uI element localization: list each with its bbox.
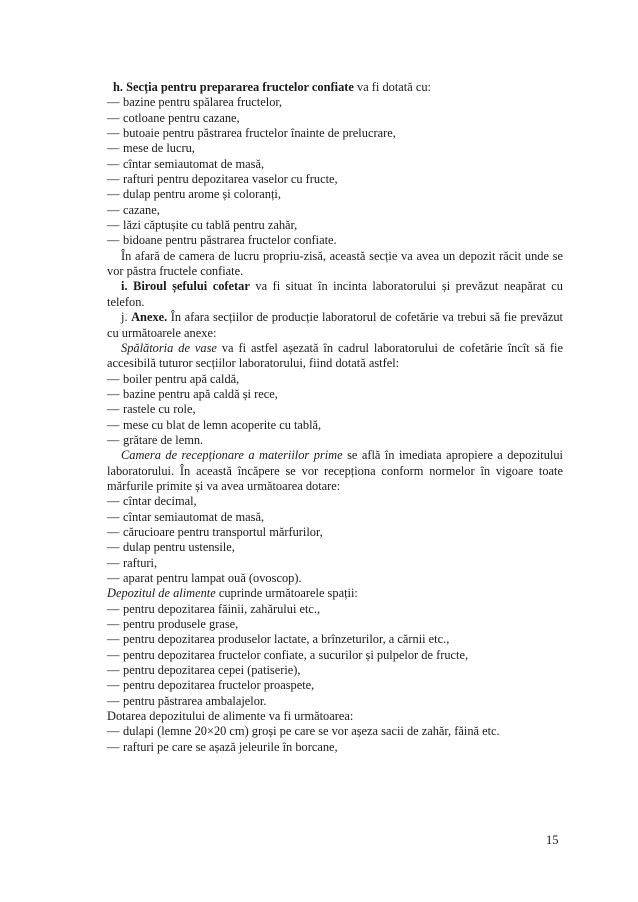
dash-marker: — <box>107 509 120 524</box>
depozit-title: Depozitul de alimente <box>107 586 216 601</box>
list-item: — pentru depozitarea produselor lactate, a brînzeturilor, a cărnii etc., <box>107 632 450 647</box>
section-i-paragraph <box>107 279 563 310</box>
list-item: — pentru depozitarea cepei (patiserie), <box>107 663 301 678</box>
dash-marker: — <box>107 110 120 125</box>
list-item: — cîntar semiautomat de masă, <box>107 156 265 171</box>
dash-marker: — <box>107 126 120 141</box>
depozit-paragraph <box>107 586 563 601</box>
list-item: — pentru depozitarea fructelor confiate, a sucurilor și pulpelor de fructe, <box>107 647 469 662</box>
dash-marker: — <box>107 494 120 509</box>
section-i-label: i. <box>121 279 128 294</box>
list-item: — mese de lucru, <box>107 141 195 156</box>
section-j-rest: În afara secțiilor de producție laboratorul de cofetărie va trebui să fie prevăzut cu următoarele anexe: <box>107 310 563 340</box>
receptie-paragraph <box>107 448 563 494</box>
list-item: — rastele cu role, <box>107 402 196 417</box>
list-item: — cîntar decimal, <box>107 494 197 509</box>
list-item: — cotloane pentru cazane, <box>107 110 240 125</box>
dash-marker: — <box>107 555 120 570</box>
section-h-closing: În afară de camera de lucru propriu-zisă, această secție va avea un depozit răcit unde se vor păstra fructele confiate. <box>107 248 563 279</box>
dash-marker: — <box>107 386 120 401</box>
dash-marker: — <box>107 617 120 632</box>
dash-marker: — <box>107 95 120 110</box>
receptie-rest: se află în imediata apropiere a depozitului laboratorului. În această încăpere se vor recepționa conform normelor în vigoare toate mărfurile primite și va avea următoarea dotare: <box>107 448 563 493</box>
section-h-heading <box>107 80 563 95</box>
spalatoria-title: Spălătoria de vase <box>121 340 217 355</box>
list-item: — cîntar semiautomat de masă, <box>107 509 265 524</box>
list-item: — dulapi (lemne 20×20 cm) groși pe care se vor așeza sacii de zahăr, făină etc. <box>107 724 500 739</box>
section-i-rest: va fi situat în incinta laboratorului și prevăzut neapărat cu telefon. <box>107 279 563 309</box>
page-number: 15 <box>546 833 559 847</box>
section-j-title: Anexe. <box>131 310 168 325</box>
list-item: — bazine pentru spălarea fructelor, <box>107 95 283 110</box>
dash-marker: — <box>107 571 120 585</box>
section-j-paragraph <box>107 310 563 341</box>
section-h-title: Secția pentru prepararea fructelor confiate <box>126 80 354 94</box>
list-item: — cazane, <box>107 202 160 217</box>
dash-marker: — <box>107 663 120 678</box>
dash-marker: — <box>107 233 120 248</box>
dash-marker: — <box>107 524 120 539</box>
dash-marker: — <box>107 218 120 233</box>
list-item: — mese cu blat de lemn acoperite cu tablă, <box>107 417 322 432</box>
spalatoria-paragraph <box>107 341 563 372</box>
list-item: — dulap pentru ustensile, <box>107 540 235 555</box>
list-item: — pentru depozitarea făinii, zahărului etc., <box>107 601 321 616</box>
dash-marker: — <box>107 432 120 447</box>
list-item: — butoaie pentru păstrarea fructelor înainte de prelucrare, <box>107 126 396 141</box>
dash-marker: — <box>107 141 120 156</box>
dash-marker: — <box>107 540 120 555</box>
dash-marker: — <box>107 371 120 386</box>
dash-marker: — <box>107 647 120 662</box>
dash-marker: — <box>107 724 120 739</box>
spalatoria-rest: va fi astfel așezată în cadrul laboratorului de cofetărie încît să fie accesibilă tuturor secțiilor laboratorului, fiind dotată astfel: <box>107 340 563 371</box>
dash-marker: — <box>107 693 120 708</box>
list-item: — lăzi căptușite cu tablă pentru zahăr, <box>107 218 298 233</box>
dash-marker: — <box>107 156 120 171</box>
list-item: — rafturi, <box>107 555 158 570</box>
list-item: — bazine pentru apă caldă și rece, <box>107 386 278 401</box>
list-item: — rafturi pentru depozitarea vaselor cu fructe, <box>107 172 338 187</box>
list-item: — dulap pentru arome și coloranți, <box>107 187 281 202</box>
dash-marker: — <box>107 601 120 616</box>
list-item: — aparat pentru lampat ouă (ovoscop). <box>107 571 302 585</box>
receptie-title: Camera de recepționare a materiilor prime <box>121 448 343 463</box>
list-item: — cărucioare pentru transportul mărfurilor, <box>107 524 323 539</box>
dash-marker: — <box>107 678 120 693</box>
list-item: — pentru păstrarea ambalajelor. <box>107 693 267 708</box>
dash-marker: — <box>107 187 120 202</box>
dash-marker: — <box>107 202 120 217</box>
list-item: — pentru produsele grase, <box>107 617 239 632</box>
section-h-rest: va fi dotată cu: <box>353 80 431 94</box>
dash-marker: — <box>107 739 120 754</box>
list-item: — grătare de lemn. <box>107 432 204 447</box>
dash-marker: — <box>107 417 120 432</box>
dotare-intro: Dotarea depozitului de alimente va fi următoarea: <box>107 709 354 724</box>
list-item: — pentru depozitarea fructelor proaspete, <box>107 678 315 693</box>
section-j-label: j. <box>121 310 128 325</box>
dash-marker: — <box>107 632 120 647</box>
list-item: — rafturi pe care se așază jeleurile în borcane, <box>107 739 338 754</box>
section-h-label: h. <box>113 80 123 94</box>
list-item: — boiler pentru apă caldă, <box>107 371 240 386</box>
page-content <box>107 80 563 755</box>
section-i-title: Biroul șefului cofetar <box>133 279 250 294</box>
dash-marker: — <box>107 402 120 417</box>
depozit-rest: cuprinde următoarele spații: <box>215 586 358 601</box>
dash-marker: — <box>107 172 120 187</box>
list-item: — bidoane pentru păstrarea fructelor confiate. <box>107 233 337 248</box>
